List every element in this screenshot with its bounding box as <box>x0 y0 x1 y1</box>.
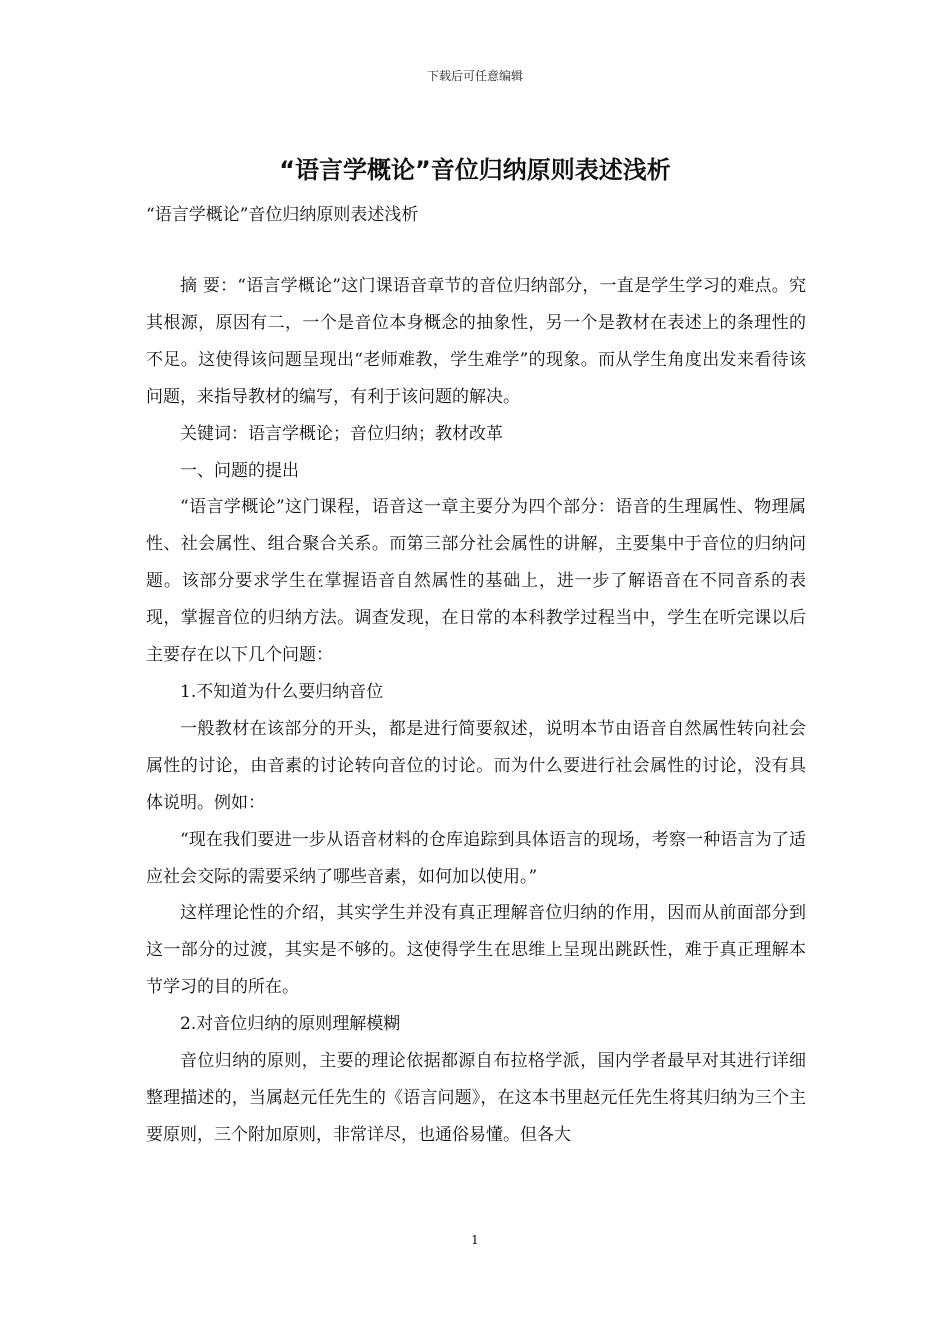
header-note: 下载后可任意编辑 <box>426 69 523 83</box>
quote-paragraph: “现在我们要进一步从语音材料的仓库追踪到具体语言的现场，考察一种语言为了适应社会交际的需要采纳了哪些音素，如何加以使用。” <box>146 829 806 887</box>
document-subtitle: “语言学概论”音位归纳原则表述浅析 <box>146 205 419 225</box>
keywords-line: 关键词：语言学概论；音位归纳；教材改革 <box>180 423 503 444</box>
document-body <box>146 268 806 1154</box>
section-heading: 一、问题的提出 <box>180 460 299 481</box>
abstract-paragraph: 摘 要：“语言学概论”这门课语音章节的音位归纳部分，一直是学生学习的难点。究其根源，原因有二，一个是音位本身概念的抽象性，另一个是教材在表述上的条理性的不足。这使得该问题呈现出“老师难教，学生难学”的现象。而从学生角度出发来看待该问题，来指导教材的编写，有利于该问题的解决。 <box>146 276 806 407</box>
page-number: 1 <box>471 1233 479 1247</box>
document-title: “语言学概论”音位归纳原则表述浅析 <box>279 156 671 184</box>
body-paragraph: 音位归纳的原则，主要的理论依据都源自布拉格学派，国内学者最早对其进行详细整理描述的，当属赵元任先生的《语言问题》，在这本书里赵元任先生将其归纳为三个主要原则，三个附加原则，非常详尽，也通俗易懂。但各大 <box>146 1051 806 1145</box>
body-paragraph: “语言学概论”这门课程，语音这一章主要分为四个部分：语音的生理属性、物理属性、社会属性、组合聚合关系。而第三部分社会属性的讲解，主要集中于音位的归纳问题。该部分要求学生在掌握语音自然属性的基础上，进一步了解语音在不同音系的表现，掌握音位的归纳方法。调查发现，在日常的本科教学过程当中，学生在听完课以后主要存在以下几个问题： <box>146 497 806 666</box>
subsection-heading: 1.不知道为什么要归纳音位 <box>180 681 384 702</box>
subsection-heading: 2.对音位归纳的原则理解模糊 <box>180 1014 401 1035</box>
body-paragraph: 这样理论性的介绍，其实学生并没有真正理解音位归纳的作用，因而从前面部分到这一部分的过渡，其实是不够的。这使得学生在思维上呈现出跳跃性，难于真正理解本节学习的目的所在。 <box>146 903 806 998</box>
body-paragraph: 一般教材在该部分的开头，都是进行简要叙述，说明本节由语音自然属性转向社会属性的讨论，由音素的讨论转向音位的讨论。而为什么要进行社会属性的讨论，没有具体说明。例如： <box>146 718 806 813</box>
